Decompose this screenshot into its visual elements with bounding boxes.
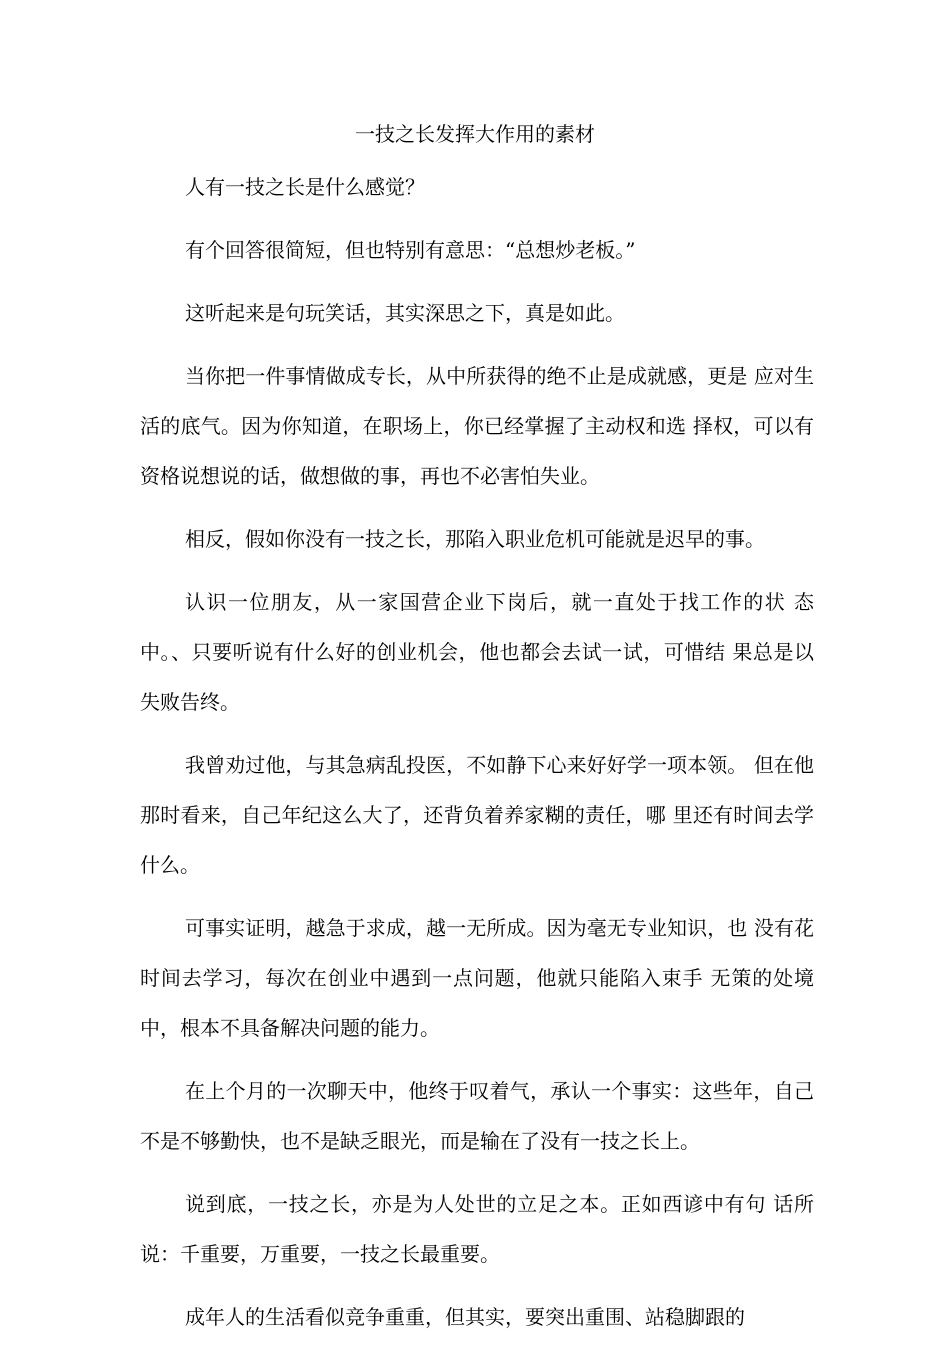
- paragraph: 成年人的生活看似竞争重重，但其实，要突出重围、站稳脚跟的: [185, 1305, 745, 1329]
- paragraph: 有个回答很简短，但也特别有意思：“总想炒老板。”: [185, 238, 636, 262]
- document-body: [140, 162, 814, 1355]
- paragraph: 在上个月的一次聊天中，他终于叹着气，承认一个事实：这些年，自己不是不够勤快，也不是缺乏眼光，而是输在了没有一技之长上。: [140, 1079, 814, 1153]
- paragraph: 说到底，一技之长，亦是为人处世的立足之本。正如西谚中有句 话所说：千重要，万重要，一技之长最重要。: [140, 1192, 814, 1266]
- paragraph: 当你把一件事情做成专长，从中所获得的绝不止是成就感，更是 应对生活的底气。因为你知道，在职场上，你已经掌握了主动权和选 择权，可以有资格说想说的话，做想做的事，再也不必害怕失业。: [140, 364, 814, 488]
- paragraph: 认识一位朋友，从一家国营企业下岗后，就一直处于找工作的状 态中。、只要听说有什么好的创业机会，他也都会去试一试，可惜结 果总是以失败告终。: [140, 590, 814, 714]
- document-title: 一技之长发挥大作用的素材: [355, 122, 595, 146]
- paragraph: 我曾劝过他，与其急病乱投医，不如静下心来好好学一项本领。 但在他那时看来，自己年纪这么大了，还背负着养家糊的责任，哪 里还有时间去学什么。: [140, 753, 814, 877]
- paragraph: 可事实证明，越急于求成，越一无所成。因为毫无专业知识，也 没有花时间去学习，每次在创业中遇到一点问题，他就只能陷入束手 无策的处境中，根本不具备解决问题的能力。: [140, 916, 814, 1040]
- paragraph: 这听起来是句玩笑话，其实深思之下，真是如此。: [185, 301, 625, 325]
- paragraph: 人有一技之长是什么感觉？: [185, 175, 425, 199]
- paragraph: 相反，假如你没有一技之长，那陷入职业危机可能就是迟早的事。: [185, 527, 765, 551]
